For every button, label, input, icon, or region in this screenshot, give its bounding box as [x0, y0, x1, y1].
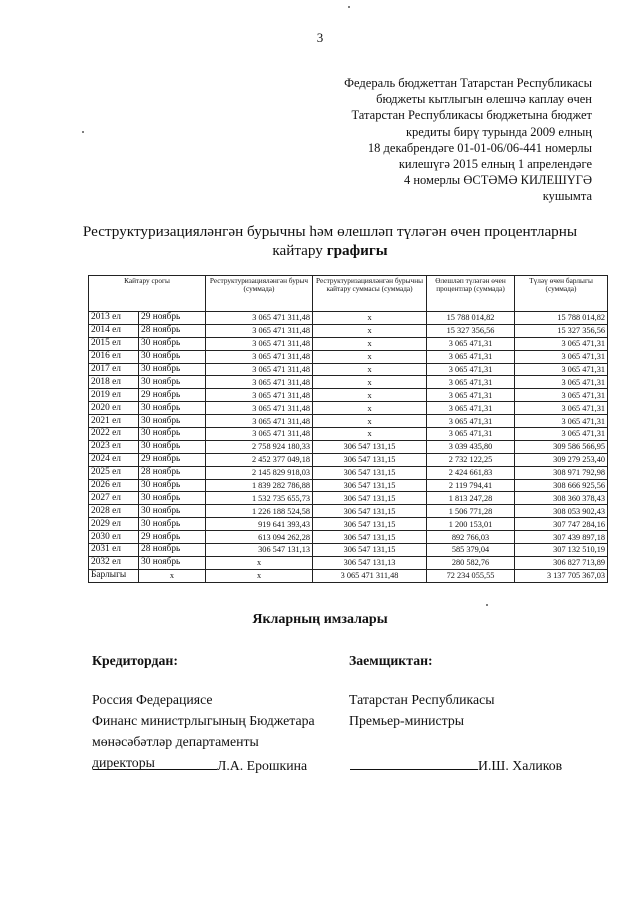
- row-debt: 1 532 735 655,73: [206, 492, 313, 505]
- repayment-schedule-table: [88, 275, 608, 583]
- borrower-signature-line: [350, 757, 562, 774]
- appendix-line: 18 декабрендәге 01-01-06/06-441 номерлы: [367, 140, 592, 155]
- row-year: 2027 ел: [89, 492, 139, 505]
- row-repayment: 306 547 131,15: [313, 505, 427, 518]
- table-row: [89, 556, 608, 569]
- borrower-line: Татарстан Республикасы: [349, 692, 495, 707]
- row-total: 308 971 792,98: [515, 466, 608, 479]
- row-total: 307 439 897,18: [515, 531, 608, 544]
- title-line-2-bold: графигы: [326, 242, 388, 259]
- table-row: [89, 350, 608, 363]
- table-row: [89, 518, 608, 531]
- totals-interest: 72 234 055,55: [427, 569, 515, 582]
- page-number: 3: [316, 30, 324, 45]
- row-interest: 1 506 771,28: [427, 505, 515, 518]
- creditor-label: Кредитордан:: [92, 653, 178, 668]
- header-total: Түләү өчен барлыгы (суммада): [515, 276, 608, 312]
- row-date: 29 ноябрь: [139, 389, 206, 402]
- row-date: 30 ноябрь: [139, 505, 206, 518]
- table-row: [89, 312, 608, 325]
- table-row: [89, 479, 608, 492]
- row-date: 29 ноябрь: [139, 531, 206, 544]
- creditor-signature-line: [93, 757, 307, 774]
- creditor-signer: Л.А. Ерошкина: [217, 758, 308, 773]
- table-row: [89, 389, 608, 402]
- table-row: [89, 544, 608, 557]
- row-repayment: х: [313, 402, 427, 415]
- scan-speck: [486, 604, 488, 606]
- row-interest: 2 119 794,41: [427, 479, 515, 492]
- row-repayment: 306 547 131,15: [313, 479, 427, 492]
- row-interest: 3 065 471,31: [427, 415, 515, 428]
- row-total: 3 065 471,31: [515, 415, 608, 428]
- creditor-line: мөнәсәбәтләр департаменты: [92, 734, 259, 749]
- row-debt: 3 065 471 311,48: [206, 312, 313, 325]
- row-date: 30 ноябрь: [139, 518, 206, 531]
- row-year: 2023 ел: [89, 440, 139, 453]
- creditor-line: директоры: [92, 755, 155, 770]
- appendix-line: Татарстан Республикасы бюджетына бюджет: [351, 108, 592, 123]
- row-date: 28 ноябрь: [139, 324, 206, 337]
- row-total: 308 360 378,43: [515, 492, 608, 505]
- row-year: 2018 ел: [89, 376, 139, 389]
- row-total: 309 279 253,40: [515, 453, 608, 466]
- row-date: 30 ноябрь: [139, 337, 206, 350]
- row-debt: 3 065 471 311,48: [206, 415, 313, 428]
- row-interest: 585 379,04: [427, 544, 515, 557]
- table-header-row: [89, 276, 608, 312]
- row-interest: 15 327 356,56: [427, 324, 515, 337]
- table-row: [89, 531, 608, 544]
- totals-row: [89, 569, 608, 582]
- title-line-1: Реструктуризацияләнгән бурычны һәм өлешләп түләгән өчен процентларны: [82, 223, 578, 240]
- row-year: 2022 ел: [89, 428, 139, 441]
- row-year: 2015 ел: [89, 337, 139, 350]
- row-repayment: х: [313, 363, 427, 376]
- row-repayment: 306 547 131,15: [313, 492, 427, 505]
- row-date: 28 ноябрь: [139, 544, 206, 557]
- appendix-line: килешүгә 2015 елның 1 апрелендәге: [398, 157, 592, 172]
- table-row: [89, 376, 608, 389]
- row-total: 306 827 713,89: [515, 556, 608, 569]
- row-repayment: х: [313, 415, 427, 428]
- row-debt: 1 839 282 786,88: [206, 479, 313, 492]
- table-row: [89, 337, 608, 350]
- row-total: 15 327 356,56: [515, 324, 608, 337]
- row-total: 3 065 471,31: [515, 428, 608, 441]
- row-interest: 3 065 471,31: [427, 350, 515, 363]
- row-interest: 15 788 014,82: [427, 312, 515, 325]
- row-debt: 613 094 262,28: [206, 531, 313, 544]
- row-interest: 3 065 471,31: [427, 363, 515, 376]
- row-debt: 3 065 471 311,48: [206, 350, 313, 363]
- appendix-line: Федераль бюджеттан Татарстан Республикасы: [344, 76, 592, 90]
- row-total: 3 065 471,31: [515, 363, 608, 376]
- borrower-line: Премьер-министры: [349, 713, 464, 728]
- row-repayment: 306 547 131,15: [313, 466, 427, 479]
- row-year: 2024 ел: [89, 453, 139, 466]
- table-row: [89, 415, 608, 428]
- row-debt: 1 226 188 524,58: [206, 505, 313, 518]
- row-debt: 3 065 471 311,48: [206, 324, 313, 337]
- totals-total: 3 137 705 367,03: [515, 569, 608, 582]
- row-date: 30 ноябрь: [139, 440, 206, 453]
- row-date: 30 ноябрь: [139, 415, 206, 428]
- appendix-line: бюджеты кытлыгын өлешчә каплау өчен: [376, 92, 592, 107]
- row-repayment: 306 547 131,15: [313, 531, 427, 544]
- document-title: [60, 222, 600, 260]
- table-row: [89, 363, 608, 376]
- totals-date: х: [139, 569, 206, 582]
- table-row: [89, 466, 608, 479]
- row-debt: 3 065 471 311,48: [206, 363, 313, 376]
- totals-repayment: 3 065 471 311,48: [313, 569, 427, 582]
- row-date: 30 ноябрь: [139, 363, 206, 376]
- row-year: 2013 ел: [89, 312, 139, 325]
- row-total: 307 132 510,19: [515, 544, 608, 557]
- row-repayment: х: [313, 337, 427, 350]
- row-repayment: х: [313, 350, 427, 363]
- row-interest: 280 582,76: [427, 556, 515, 569]
- appendix-header: [262, 75, 592, 205]
- row-date: 30 ноябрь: [139, 376, 206, 389]
- scan-speck: [82, 131, 84, 133]
- row-year: 2016 ел: [89, 350, 139, 363]
- creditor-line: Финанс министрлыгының Бюджетара: [92, 713, 315, 728]
- row-date: 30 ноябрь: [139, 350, 206, 363]
- row-total: 309 586 566,95: [515, 440, 608, 453]
- row-year: 2014 ел: [89, 324, 139, 337]
- borrower-label: Заемщиктан:: [349, 653, 433, 668]
- row-year: 2032 ел: [89, 556, 139, 569]
- row-debt: 2 758 924 180,33: [206, 440, 313, 453]
- borrower-block: [349, 650, 609, 731]
- row-year: 2026 ел: [89, 479, 139, 492]
- row-repayment: х: [313, 389, 427, 402]
- row-date: 30 ноябрь: [139, 556, 206, 569]
- row-debt: 3 065 471 311,48: [206, 402, 313, 415]
- row-interest: 2 424 661,83: [427, 466, 515, 479]
- appendix-line: кушымта: [542, 189, 592, 204]
- row-debt: 2 145 829 918,03: [206, 466, 313, 479]
- row-repayment: 306 547 131,15: [313, 518, 427, 531]
- row-debt: 3 065 471 311,48: [206, 389, 313, 402]
- row-date: 30 ноябрь: [139, 428, 206, 441]
- row-debt: 919 641 393,43: [206, 518, 313, 531]
- table-row: [89, 453, 608, 466]
- row-date: 30 ноябрь: [139, 479, 206, 492]
- signature-blank: [93, 757, 217, 770]
- row-interest: 3 065 471,31: [427, 402, 515, 415]
- table-row: [89, 440, 608, 453]
- row-year: 2031 ел: [89, 544, 139, 557]
- row-repayment: х: [313, 428, 427, 441]
- table-row: [89, 402, 608, 415]
- row-total: 3 065 471,31: [515, 376, 608, 389]
- table-row: [89, 324, 608, 337]
- row-interest: 892 766,03: [427, 531, 515, 544]
- row-year: 2028 ел: [89, 505, 139, 518]
- row-total: 15 788 014,82: [515, 312, 608, 325]
- row-date: 30 ноябрь: [139, 402, 206, 415]
- row-total: 3 065 471,31: [515, 337, 608, 350]
- row-debt: 306 547 131,13: [206, 544, 313, 557]
- row-debt: 3 065 471 311,48: [206, 376, 313, 389]
- row-repayment: х: [313, 376, 427, 389]
- row-year: 2030 ел: [89, 531, 139, 544]
- row-year: 2029 ел: [89, 518, 139, 531]
- row-repayment: 306 547 131,15: [313, 453, 427, 466]
- row-interest: 1 200 153,01: [427, 518, 515, 531]
- row-year: 2025 ел: [89, 466, 139, 479]
- row-date: 28 ноябрь: [139, 466, 206, 479]
- appendix-line: 4 номерлы ӨСТӘМӘ КИЛЕШҮГӘ: [403, 173, 592, 188]
- borrower-signer: И.Ш. Халиков: [478, 758, 563, 773]
- row-interest: 3 065 471,31: [427, 389, 515, 402]
- row-debt: 3 065 471 311,48: [206, 337, 313, 350]
- row-repayment: х: [313, 324, 427, 337]
- row-date: 29 ноябрь: [139, 453, 206, 466]
- row-date: 30 ноябрь: [139, 492, 206, 505]
- row-repayment: 306 547 131,15: [313, 544, 427, 557]
- row-repayment: 306 547 131,15: [313, 440, 427, 453]
- row-date: 29 ноябрь: [139, 312, 206, 325]
- row-year: 2021 ел: [89, 415, 139, 428]
- scan-speck: [348, 6, 350, 8]
- header-repayment: Реструктуризацияләнгән бурычны кайтару суммасы (суммада): [313, 276, 427, 312]
- creditor-block: [92, 650, 352, 773]
- row-total: 308 053 902,43: [515, 505, 608, 518]
- row-total: 3 065 471,31: [515, 350, 608, 363]
- row-interest: 1 813 247,28: [427, 492, 515, 505]
- title-line-2: [60, 241, 600, 260]
- table-row: [89, 505, 608, 518]
- row-total: 3 065 471,31: [515, 402, 608, 415]
- creditor-line: Россия Федерациясе: [92, 692, 213, 707]
- row-interest: 3 065 471,31: [427, 428, 515, 441]
- row-interest: 3 065 471,31: [427, 337, 515, 350]
- row-year: 2019 ел: [89, 389, 139, 402]
- title-line-2-main: кайтару: [272, 242, 327, 259]
- row-year: 2020 ел: [89, 402, 139, 415]
- row-interest: 2 732 122,25: [427, 453, 515, 466]
- row-year: 2017 ел: [89, 363, 139, 376]
- appendix-line: кредиты бирү турында 2009 елның: [405, 124, 592, 139]
- row-interest: 3 065 471,31: [427, 376, 515, 389]
- row-interest: 3 039 435,80: [427, 440, 515, 453]
- row-debt: х: [206, 556, 313, 569]
- header-term: Кайтару срогы: [89, 276, 206, 312]
- row-repayment: х: [313, 312, 427, 325]
- row-repayment: 306 547 131,13: [313, 556, 427, 569]
- table-body: [89, 312, 608, 583]
- row-total: 307 747 284,16: [515, 518, 608, 531]
- row-debt: 2 452 377 049,18: [206, 453, 313, 466]
- row-total: 308 666 925,56: [515, 479, 608, 492]
- table-row: [89, 492, 608, 505]
- row-debt: 3 065 471 311,48: [206, 428, 313, 441]
- row-total: 3 065 471,31: [515, 389, 608, 402]
- totals-debt: х: [206, 569, 313, 582]
- signature-blank: [350, 757, 478, 770]
- totals-label: Барлыгы: [89, 569, 139, 582]
- header-debt: Реструктуризацияләнгән бурыч (суммада): [206, 276, 313, 312]
- signatures-heading: Якларның имзалары: [252, 612, 388, 627]
- table-row: [89, 428, 608, 441]
- header-interest: Өлешләп түләгән өчен процентлар (суммада): [427, 276, 515, 312]
